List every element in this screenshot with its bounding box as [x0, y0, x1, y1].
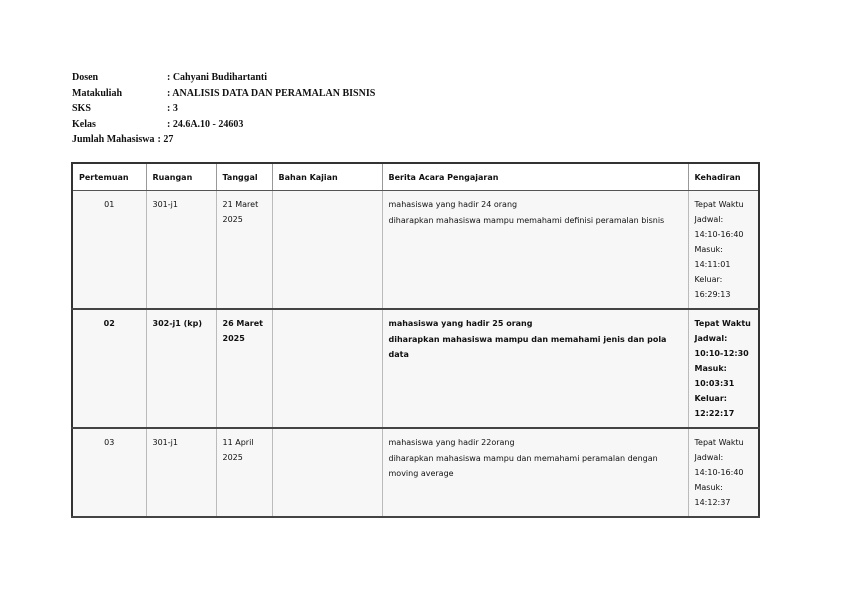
matakuliah-value: : ANALISIS DATA DAN PERAMALAN BISNIS — [167, 87, 376, 99]
cell-pertemuan: 02 — [72, 309, 146, 428]
keluar-value: 16:29:13 — [694, 290, 731, 299]
berita-harapan: diharapkan mahasiswa mampu dan memahami peramalan dengan moving average — [388, 454, 658, 478]
keluar-label: Keluar: — [694, 394, 727, 403]
table-row — [72, 191, 759, 310]
sks-value: : 3 — [167, 103, 178, 114]
cell-berita-acara — [382, 191, 688, 310]
col-header-tanggal: Tanggal — [216, 163, 272, 191]
jumlah-value: : 27 — [157, 134, 174, 145]
cell-berita-acara — [382, 428, 688, 517]
cell-tanggal: 21 Maret 2025 — [216, 191, 272, 310]
table-row — [72, 309, 759, 428]
jadwal-label: Jadwal: — [694, 215, 724, 224]
masuk-value: 14:12:37 — [694, 498, 731, 507]
cell-bahan-kajian — [272, 191, 382, 310]
cell-bahan-kajian — [272, 428, 382, 517]
masuk-value: 14:11:01 — [694, 260, 731, 269]
sks-row — [72, 102, 375, 118]
cell-pertemuan: 03 — [72, 428, 146, 517]
cell-kehadiran — [688, 428, 759, 517]
masuk-label: Masuk: — [694, 245, 723, 254]
cell-tanggal: 11 April 2025 — [216, 428, 272, 517]
col-header-bahan-kajian: Bahan Kajian — [272, 163, 382, 191]
dosen-row — [72, 71, 375, 87]
kelas-row — [72, 118, 375, 134]
table-header-row — [72, 163, 759, 191]
jadwal-value: 14:10-16:40 — [694, 230, 744, 239]
berita-hadir: mahasiswa yang hadir 22orang — [388, 438, 515, 447]
kelas-label: Kelas — [72, 118, 96, 130]
kelas-value: : 24.6A.10 - 24603 — [167, 118, 244, 130]
cell-berita-acara — [382, 309, 688, 428]
cell-ruangan: 302-j1 (kp) — [146, 309, 216, 428]
cell-ruangan: 301-j1 — [146, 428, 216, 517]
jadwal-label: Jadwal: — [694, 334, 728, 343]
kehadiran-status: Tepat Waktu — [694, 200, 744, 209]
sks-label: SKS — [72, 103, 91, 114]
berita-harapan: diharapkan mahasiswa mampu dan memahami jenis dan pola data — [388, 335, 667, 359]
jadwal-value: 10:10-12:30 — [694, 349, 749, 358]
dosen-label: Dosen — [72, 72, 99, 83]
kehadiran-status: Tepat Waktu — [694, 319, 751, 328]
masuk-label: Masuk: — [694, 483, 723, 492]
jumlah-row — [72, 133, 375, 149]
dosen-value: : Cahyani Budihartanti — [167, 72, 268, 83]
berita-harapan: diharapkan mahasiswa mampu memahami definisi peramalan bisnis — [388, 216, 665, 225]
keluar-label: Keluar: — [694, 275, 723, 284]
masuk-label: Masuk: — [694, 364, 727, 373]
cell-tanggal: 26 Maret 2025 — [216, 309, 272, 428]
cell-kehadiran — [688, 191, 759, 310]
cell-pertemuan: 01 — [72, 191, 146, 310]
kehadiran-status: Tepat Waktu — [694, 438, 744, 447]
table-row — [72, 428, 759, 517]
col-header-ruangan: Ruangan — [146, 163, 216, 191]
cell-bahan-kajian — [272, 309, 382, 428]
berita-hadir: mahasiswa yang hadir 24 orang — [388, 200, 518, 209]
attendance-table — [71, 162, 760, 518]
jadwal-value: 14:10-16:40 — [694, 468, 744, 477]
course-header — [72, 71, 375, 149]
col-header-kehadiran: Kehadiran — [688, 163, 759, 191]
masuk-value: 10:03:31 — [694, 379, 735, 388]
matakuliah-row — [72, 87, 375, 103]
matakuliah-label: Matakuliah — [72, 87, 123, 99]
cell-kehadiran — [688, 309, 759, 428]
col-header-berita-acara: Berita Acara Pengajaran — [382, 163, 688, 191]
jadwal-label: Jadwal: — [694, 453, 724, 462]
cell-ruangan: 301-j1 — [146, 191, 216, 310]
col-header-pertemuan: Pertemuan — [72, 163, 146, 191]
keluar-value: 12:22:17 — [694, 409, 735, 418]
berita-hadir: mahasiswa yang hadir 25 orang — [388, 319, 533, 328]
jumlah-label: Jumlah Mahasiswa — [72, 134, 155, 145]
